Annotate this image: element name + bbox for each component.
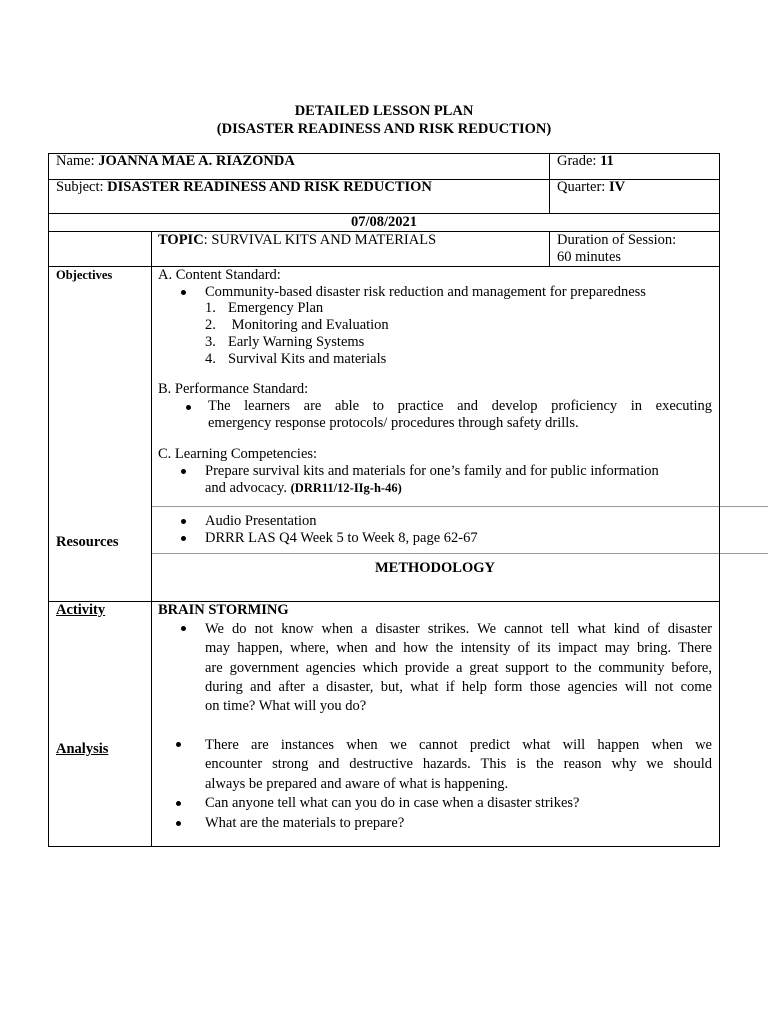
learning-competencies-heading: C. Learning Competencies: — [158, 446, 318, 462]
performance-line-1: The learners are able to practice and develop proficiency in executing — [208, 398, 712, 414]
activity-line: during and after a disaster, but, what if help form those agencies will not come — [205, 678, 712, 695]
list-item: Monitoring and Evaluation — [228, 317, 389, 333]
performance-standard-heading: B. Performance Standard: — [158, 381, 309, 397]
resources-label: Resources — [56, 534, 119, 550]
activity-line: are government agencies which provide a great support to the community before, — [205, 659, 712, 676]
subject-value: DISASTER READINESS AND RISK REDUCTION — [107, 179, 432, 195]
list-item: Early Warning Systems — [228, 334, 365, 350]
bullet-icon — [181, 536, 186, 541]
list-number: 3. — [205, 334, 216, 350]
grade-label: Grade: — [557, 153, 597, 169]
name-field — [56, 153, 295, 170]
performance-line-2: emergency response protocols/ procedures through safety drills. — [208, 415, 579, 431]
subject-field — [56, 179, 432, 196]
bullet-icon — [181, 519, 186, 524]
objectives-label: Objectives — [56, 268, 113, 282]
analysis-question: What are the materials to prepare? — [205, 815, 405, 831]
resource-item: Audio Presentation — [205, 513, 317, 529]
subject-label: Subject: — [56, 179, 104, 195]
competency-line-2 — [205, 480, 402, 497]
bullet-icon — [181, 626, 186, 631]
list-number: 4. — [205, 351, 216, 367]
content-standard-heading: A. Content Standard: — [158, 267, 281, 283]
name-label: Name: — [56, 153, 95, 169]
document-title: DETAILED LESSON PLAN — [294, 103, 474, 119]
analysis-line: always be prepared and aware of what is happening. — [205, 775, 509, 792]
bullet-icon — [186, 405, 191, 410]
list-item: Survival Kits and materials — [228, 351, 387, 367]
bullet-icon — [176, 742, 181, 747]
topic-field — [158, 232, 436, 249]
activity-label: Activity — [56, 602, 106, 618]
activity-paragraph — [205, 620, 712, 716]
duration-value: 60 minutes — [557, 249, 622, 265]
topic-value: : SURVIVAL KITS AND MATERIALS — [203, 232, 437, 248]
quarter-label: Quarter: — [557, 179, 606, 195]
analysis-line: There are instances when we cannot predict what will happen when we — [205, 737, 712, 753]
analysis-line: encounter strong and destructive hazards. This is the reason why we should — [205, 756, 712, 773]
activity-line: on time? What will you do? — [205, 698, 367, 715]
topic-label: TOPIC — [158, 232, 204, 248]
methodology-heading: METHODOLOGY — [374, 560, 496, 576]
list-number: 2. — [205, 317, 216, 333]
bullet-icon — [176, 801, 181, 806]
name-value: JOANNA MAE A. RIAZONDA — [98, 153, 295, 169]
list-item: Emergency Plan — [228, 300, 324, 316]
quarter-value: IV — [608, 179, 626, 195]
list-number: 1. — [205, 300, 216, 316]
competency-code: (DRR11/12-IIg-h-46) — [290, 481, 402, 495]
bullet-icon — [181, 469, 186, 474]
document-subtitle: (DISASTER READINESS AND RISK REDUCTION) — [216, 121, 552, 137]
activity-line: may happen, where, when and how the intensity of its impact may bring. There — [205, 640, 712, 657]
quarter-field — [557, 179, 625, 196]
activity-line: We do not know when a disaster strikes. We cannot tell what kind of disaster — [205, 621, 712, 637]
activity-heading: BRAIN STORMING — [158, 602, 289, 618]
bullet-icon — [181, 290, 186, 295]
competency-text: and advocacy. — [205, 480, 287, 496]
lesson-date: 07/08/2021 — [350, 214, 418, 230]
content-standard-bullet: Community-based disaster risk reduction and management for preparedness — [205, 284, 646, 300]
competency-line-1: Prepare survival kits and materials for one’s family and for public information — [205, 463, 659, 479]
analysis-paragraph — [205, 736, 712, 794]
performance-standard-text — [208, 398, 712, 432]
bullet-icon — [176, 821, 181, 826]
analysis-label: Analysis — [56, 741, 109, 757]
resource-item: DRRR LAS Q4 Week 5 to Week 8, page 62-67 — [205, 530, 478, 546]
duration-label: Duration of Session: — [557, 232, 677, 248]
analysis-question: Can anyone tell what can you do in case when a disaster strikes? — [205, 795, 580, 811]
grade-field — [557, 153, 614, 170]
grade-value: 11 — [600, 153, 614, 169]
